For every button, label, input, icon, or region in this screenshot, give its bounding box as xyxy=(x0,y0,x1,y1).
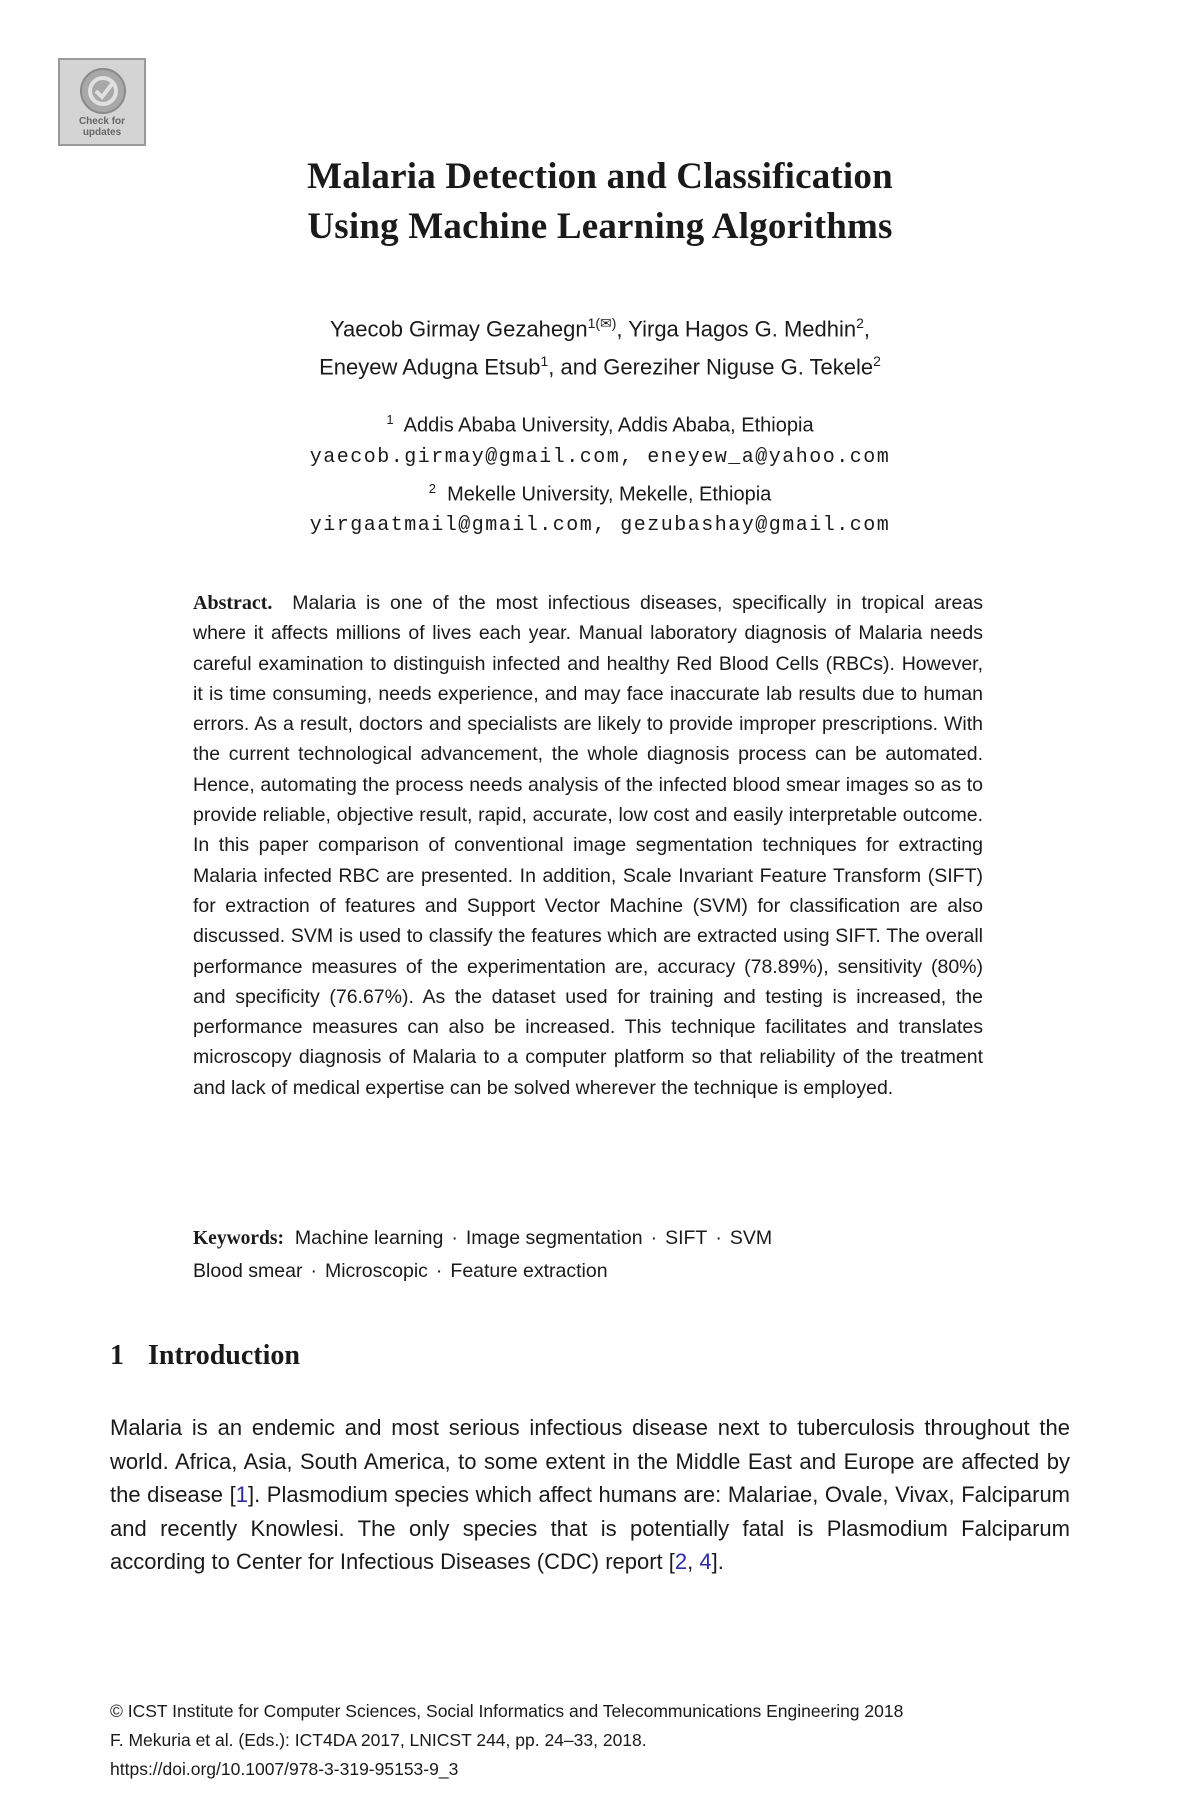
copyright-footer xyxy=(110,1697,903,1784)
citation-link[interactable]: 1 xyxy=(235,1482,248,1507)
keywords-label: Keywords: xyxy=(193,1228,284,1249)
abstract-label: Abstract. xyxy=(193,592,273,614)
author-name: Yirga Hagos G. Medhin xyxy=(628,316,857,342)
intro-text: , xyxy=(687,1549,700,1574)
author-name: Gereziher Niguse G. Tekele xyxy=(603,354,874,380)
intro-text: ]. Plasmodium species which affect humans are: Malariae, Ovale, Vivax, Falciparum and recently Knowlesi. The only species that is potentially fatal is Plasmodium Falciparum according to Center for Infectious Diseases (CDC) report [ xyxy=(110,1482,1071,1574)
doi-link[interactable]: https://doi.org/10.1007/978-3-319-95153-9_3 xyxy=(110,1759,459,1779)
check-for-updates-icon xyxy=(78,66,128,116)
check-for-updates-badge[interactable] xyxy=(58,58,146,146)
title-line-2: Using Machine Learning Algorithms xyxy=(307,206,893,247)
citation-line: F. Mekuria et al. (Eds.): ICT4DA 2017, LNICST 244, pp. 24–33, 2018. xyxy=(110,1730,647,1750)
intro-text: Malaria is an endemic and most serious infectious disease next to tuberculosis throughout the world. Africa, Asia, South America, to some extent in the Middle East and Europe are affected by the disease [ xyxy=(110,1415,1070,1507)
keyword: Feature extraction xyxy=(450,1260,608,1282)
section-heading xyxy=(110,1340,300,1372)
author-name: Eneyew Adugna Etsub xyxy=(319,354,541,380)
section-title: Introduction xyxy=(148,1340,300,1371)
copyright-line: © ICST Institute for Computer Sciences, Social Informatics and Telecommunications Engineering 2018 xyxy=(110,1701,904,1721)
intro-paragraph xyxy=(110,1411,1070,1579)
keyword: SVM xyxy=(729,1227,773,1249)
section-number: 1 xyxy=(110,1340,124,1371)
author-sup: 1(✉) xyxy=(587,315,617,331)
badge-label: Check for updates xyxy=(78,116,126,138)
keywords: Keywords: Machine learning · Image segmentation · SIFT · SVM Blood smear · Microscopic · Feature extraction xyxy=(193,1227,773,1282)
email-line-2[interactable]: yirgaatmail@gmail.com, gezubashay@gmail.com xyxy=(309,514,891,538)
author-sup: 1 xyxy=(540,353,549,370)
abstract xyxy=(193,588,983,1103)
paper-title xyxy=(0,152,1200,252)
affiliations xyxy=(0,404,1200,541)
email-line-1[interactable]: yaecob.girmay@gmail.com, eneyew_a@yahoo.com xyxy=(309,445,891,469)
intro-text: ]. xyxy=(711,1549,724,1574)
keyword: Blood smear xyxy=(193,1260,303,1282)
author-sup: 2 xyxy=(856,315,864,331)
citation-link[interactable]: 4 xyxy=(699,1549,712,1574)
affiliation-2: Mekelle University, Mekelle, Ethiopia xyxy=(447,483,772,506)
author-name: Yaecob Girmay Gezahegn xyxy=(329,316,588,342)
keyword: Microscopic xyxy=(324,1260,428,1282)
keyword: SIFT xyxy=(665,1227,708,1249)
title-line-1: Malaria Detection and Classification xyxy=(307,156,893,197)
citation-link[interactable]: 2 xyxy=(674,1549,688,1574)
affiliation-sup: 1 xyxy=(386,412,394,427)
affiliation-sup: 2 xyxy=(428,480,436,496)
author-list: Yaecob Girmay Gezahegn$^{1(✉)}$, Yirga Hagos G. Medhin$^2$, Eneyew Adugna Etsub$^1$, and Gereziher Niguse G. Tekele$^2$ xyxy=(319,315,881,380)
author-sup: 2 xyxy=(873,353,881,370)
keyword: Image segmentation xyxy=(465,1227,643,1249)
keyword: Machine learning xyxy=(294,1227,444,1249)
affiliation-1: Addis Ababa University, Addis Ababa, Ethiopia xyxy=(403,414,814,437)
abstract-text: Malaria is one of the most infectious diseases, specifically in tropical areas where it affects millions of lives each year. Manual laboratory diagnosis of Malaria needs careful examination to distinguish infected and healthy Red Blood Cells (RBCs). However, it is time consuming, needs experience, and may face inaccurate lab results due to human errors. As a result, doctors and specialists are likely to provide improper prescriptions. With the current technological advancement, the whole diagnosis process can be automated. Hence, automating the process needs analysis of the infected blood smear images so as to provide reliable, objective result, rapid, accurate, low cost and easily interpretable outcome. In this paper comparison of conventional image segmentation techniques for extracting Malaria infected RBC are presented. In addition, Scale Invariant Feature Transform (SIFT) for extraction of features and Support Vector Machine (SVM) for classification are also discussed. SVM is used to classify the features which are extracted using SIFT. The overall performance measures of the experimentation are, accuracy (78.89%), sensitivity (80%) and specificity (76.67%). As the dataset used for training and testing is increased, the performance measures can also be increased. This technique facilitates and translates microscopy diagnosis of Malaria to a computer platform so that reliability of the treatment and lack of medical expertise can be solved wherever the technique is employed. xyxy=(193,592,983,1099)
